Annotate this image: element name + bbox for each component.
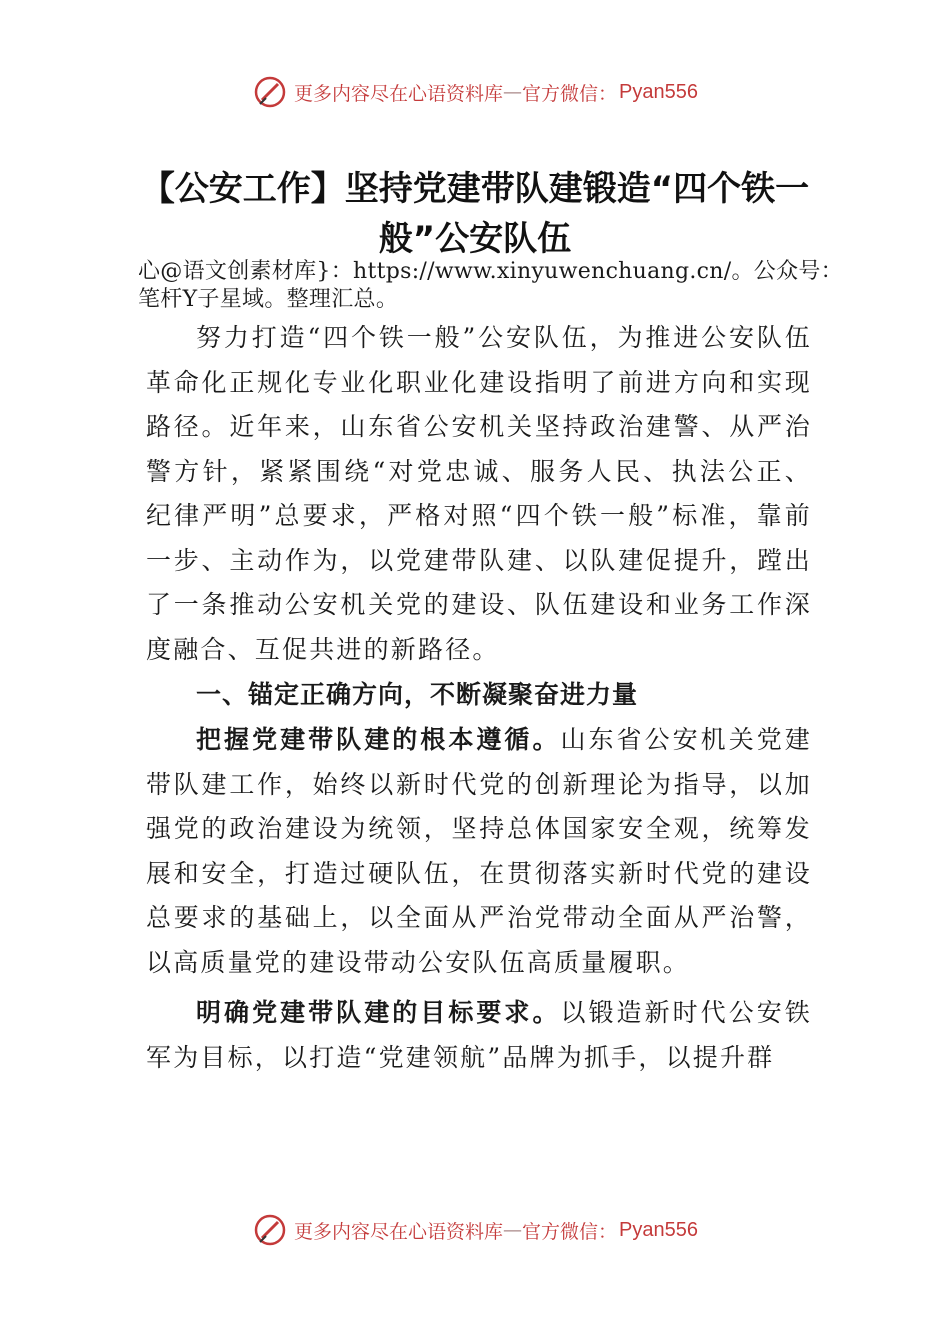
footer-banner xyxy=(0,1210,950,1250)
pen-logo-icon xyxy=(252,1212,288,1248)
source-note: 心@语文创素材库}：https://www.xinyuwenchuang.cn/。公众号：笔杆Y子星域。整理汇总。 xyxy=(138,259,843,312)
paragraph xyxy=(146,718,812,985)
paragraph-body: 以锻造新时代公安铁军为目标，以打造“党建领航”品牌为抓手，以提升群 xyxy=(146,998,812,1072)
header-banner xyxy=(0,72,950,112)
paragraph-body: 山东省公安机关党建带队建工作，始终以新时代党的创新理论为指导，以加强党的政治建设为统领，坚持总体国家安全观，统筹发展和安全，打造过硬队伍，在贯彻落实新时代党的建设总要求的基础上，以全面从严治党带动全面从严治警，以高质量党的建设带动公安队伍高质量履职。 xyxy=(146,725,812,977)
banner-text: 更多内容尽在心语资料库 xyxy=(294,82,504,105)
banner-separator: — xyxy=(503,81,523,103)
pen-logo-icon xyxy=(252,74,288,110)
section-heading: 一、锚定正确方向，不断凝聚奋进力量 xyxy=(196,680,639,709)
paragraph-lead: 把握党建带队建的根本遵循。 xyxy=(196,725,561,754)
banner-wechat-id: Pyan556 xyxy=(619,80,698,103)
intro-paragraph: 努力打造“四个铁一般”公安队伍，为推进公安队伍革命化正规化专业化职业化建设指明了前进方向和实现路径。近年来，山东省公安机关坚持政治建警、从严治警方针，紧紧围绕“对党忠诚、服务人民、执法公正、纪律严明”总要求，严格对照“四个铁一般”标准，靠前一步、主动作为，以党建带队建、以队建促提升，蹚出了一条推动公安机关党的建设、队伍建设和业务工作深度融合、互促共进的新路径。 xyxy=(146,323,812,664)
banner-wechat-label: 官方微信： xyxy=(522,82,618,105)
document-title: 【公安工作】坚持党建带队建锻造“四个铁一般”公安队伍 xyxy=(140,169,810,259)
paragraph xyxy=(146,991,812,1080)
document-body xyxy=(146,316,812,1080)
banner-text: 更多内容尽在心语资料库 xyxy=(294,1220,504,1243)
paragraph-lead: 明确党建带队建的目标要求。 xyxy=(196,998,561,1027)
banner-separator: — xyxy=(503,1219,523,1241)
banner-wechat-label: 官方微信： xyxy=(522,1220,618,1243)
banner-wechat-id: Pyan556 xyxy=(619,1218,698,1241)
